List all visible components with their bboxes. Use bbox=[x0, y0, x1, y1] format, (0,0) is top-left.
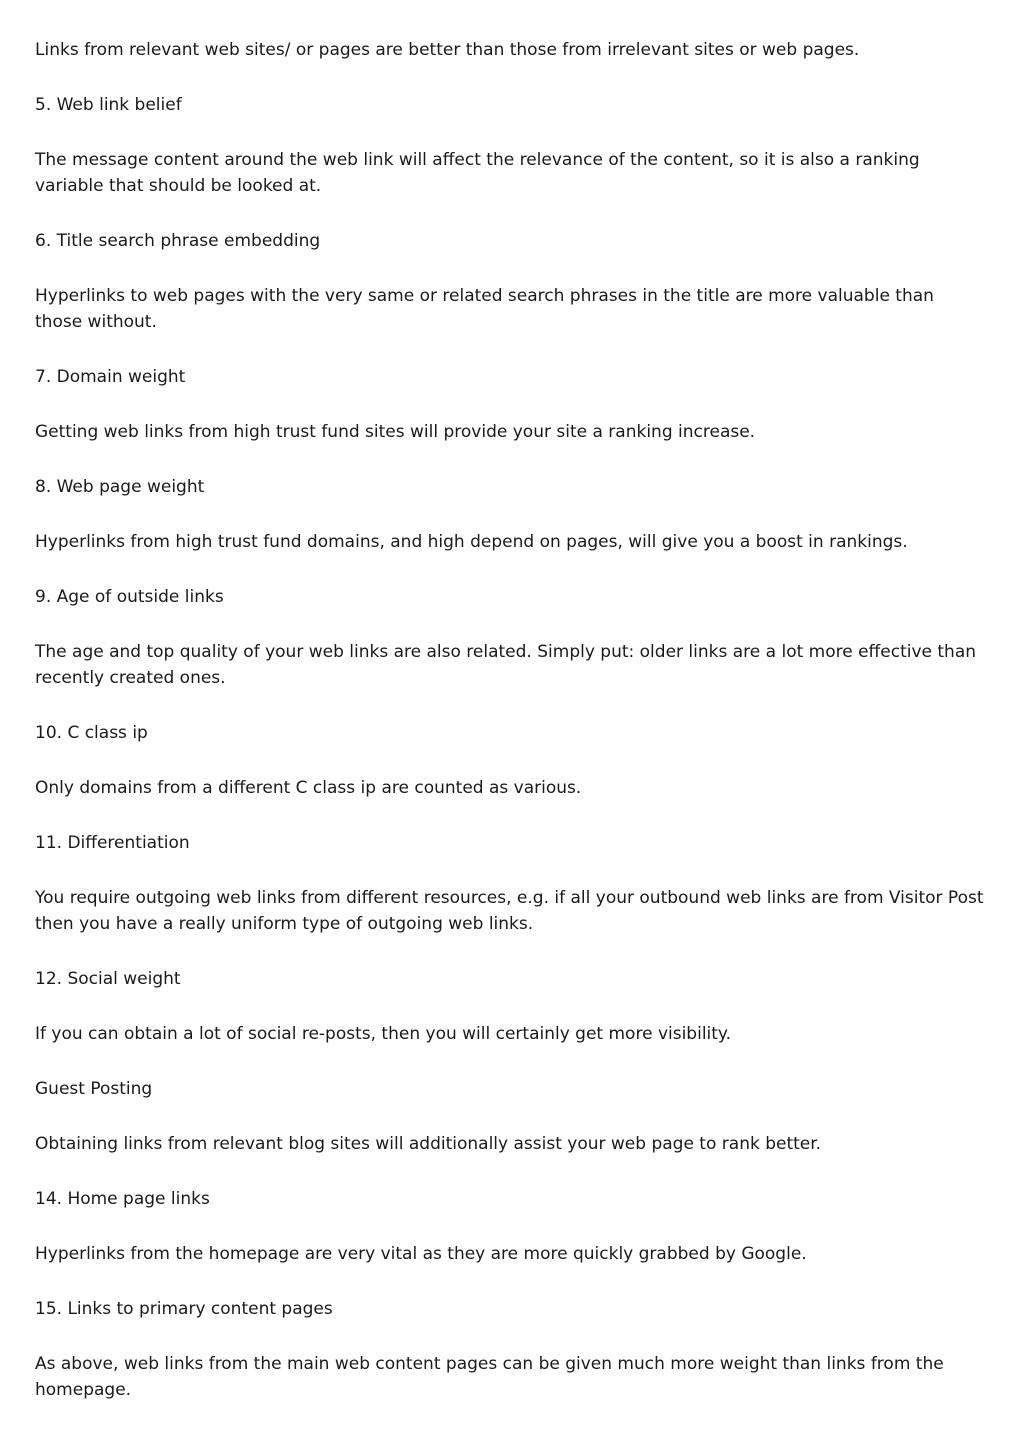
paragraph-differentiation: You require outgoing web links from different resources, e.g. if all your outbound web links are from Visitor Post then you have a really uniform type of outgoing web links. bbox=[35, 888, 984, 934]
heading-web-link-belief: 5. Web link belief bbox=[35, 95, 182, 115]
document-page bbox=[35, 37, 985, 1432]
paragraph-web-page-weight: Hyperlinks from high trust fund domains, and high depend on pages, will give you a boost in rankings. bbox=[35, 532, 908, 552]
paragraph-domain-weight: Getting web links from high trust fund sites will provide your site a ranking increase. bbox=[35, 422, 756, 442]
heading-social-weight: 12. Social weight bbox=[35, 969, 181, 989]
paragraph-social-weight: If you can obtain a lot of social re-posts, then you will certainly get more visibility. bbox=[35, 1024, 731, 1044]
heading-home-page-links: 14. Home page links bbox=[35, 1189, 210, 1209]
heading-guest-posting: Guest Posting bbox=[35, 1079, 153, 1099]
heading-domain-weight: 7. Domain weight bbox=[35, 367, 186, 387]
paragraph-web-link-belief: The message content around the web link will affect the relevance of the content, so it is also a ranking variable that should be looked at. bbox=[35, 150, 920, 196]
paragraph-home-page-links: Hyperlinks from the homepage are very vital as they are more quickly grabbed by Google. bbox=[35, 1244, 807, 1264]
paragraph-relevant-links: Links from relevant web sites/ or pages are better than those from irrelevant sites or web pages. bbox=[35, 40, 860, 60]
paragraph-c-class-ip: Only domains from a different C class ip are counted as various. bbox=[35, 778, 582, 798]
paragraph-guest-posting: Obtaining links from relevant blog sites will additionally assist your web page to rank better. bbox=[35, 1134, 822, 1154]
heading-web-page-weight: 8. Web page weight bbox=[35, 477, 205, 497]
heading-differentiation: 11. Differentiation bbox=[35, 833, 190, 853]
paragraph-age-of-links: The age and top quality of your web links are also related. Simply put: older links are a lot more effective than recently created ones. bbox=[35, 642, 977, 688]
paragraph-primary-content-links: As above, web links from the main web content pages can be given much more weight than links from the homepage. bbox=[35, 1354, 944, 1400]
paragraph-title-search-phrase: Hyperlinks to web pages with the very same or related search phrases in the title are more valuable than those without. bbox=[35, 286, 934, 332]
heading-primary-content-links: 15. Links to primary content pages bbox=[35, 1299, 333, 1319]
heading-title-search-phrase: 6. Title search phrase embedding bbox=[35, 231, 321, 251]
heading-age-of-links: 9. Age of outside links bbox=[35, 587, 224, 607]
heading-c-class-ip: 10. C class ip bbox=[35, 723, 148, 743]
